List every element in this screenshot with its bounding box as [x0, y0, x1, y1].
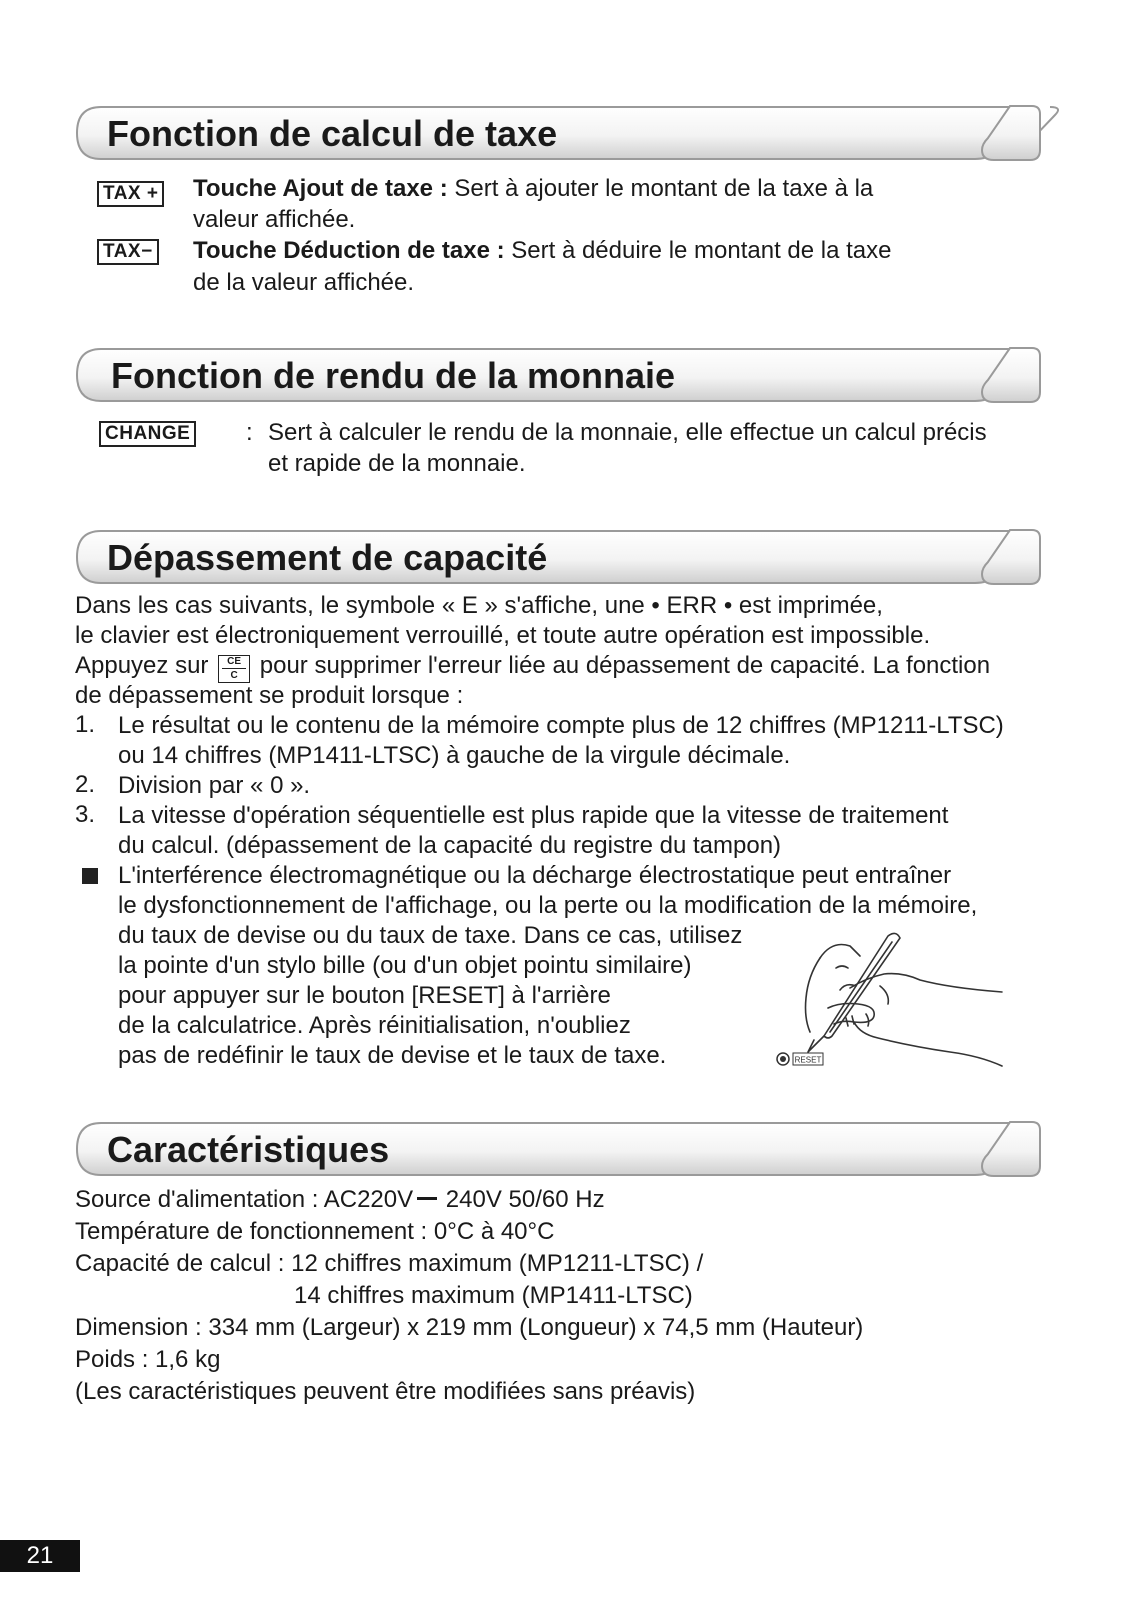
section-header-tax — [75, 105, 1065, 161]
tax-minus-line2: de la valeur affichée. — [193, 269, 415, 296]
note-square-bullet-icon — [82, 868, 98, 884]
change-key: CHANGE — [99, 421, 196, 447]
section-title: Dépassement de capacité — [107, 537, 548, 578]
banner-end-tab — [980, 528, 1042, 586]
tax-plus-key: TAX + — [97, 181, 164, 207]
ac-symbol-icon — [417, 1197, 437, 1200]
overflow-intro-line4: de dépassement se produit lorsque : — [75, 682, 464, 709]
section-header-change — [75, 347, 1065, 403]
tax-plus-line1: Sert à ajouter le montant de la taxe à la — [447, 175, 874, 202]
list-item-number: 3. — [75, 801, 96, 828]
section-title: Fonction de rendu de la monnaie — [111, 355, 676, 396]
spec-power-a: Source d'alimentation : AC220V — [75, 1186, 414, 1213]
section-title: Fonction de calcul de taxe — [107, 113, 558, 154]
section-header-specs — [75, 1121, 1065, 1177]
ce-c-key-icon — [218, 655, 250, 683]
spec-dimension: Dimension : 334 mm (Largeur) x 219 mm (Longueur) x 74,5 mm (Hauteur) — [75, 1314, 864, 1341]
banner-end-tab — [980, 104, 1042, 162]
ce-key-top: CE — [227, 656, 242, 667]
spec-notice: (Les caractéristiques peuvent être modifiées sans préavis) — [75, 1378, 696, 1405]
spec-capacity-line2: 14 chiffres maximum (MP1411-LTSC) — [294, 1282, 693, 1309]
note-line: L'interférence électromagnétique ou la décharge électrostatique peut entraîner — [118, 862, 952, 889]
section-header-overflow — [75, 529, 1065, 585]
note-line: du taux de devise ou du taux de taxe. Dans ce cas, utilisez — [118, 922, 743, 949]
note-line: la pointe d'un stylo bille (ou d'un objet pointu similaire) — [118, 952, 692, 979]
change-line2: et rapide de la monnaie. — [268, 450, 526, 477]
note-line: de la calculatrice. Après réinitialisation, n'oubliez — [118, 1012, 631, 1039]
spec-temperature: Température de fonctionnement : 0°C à 40°C — [75, 1218, 555, 1245]
section-title: Caractéristiques — [107, 1129, 390, 1170]
tax-plus-term: Touche Ajout de taxe : — [193, 175, 448, 202]
overflow-intro-line3 — [75, 651, 990, 683]
reset-label: RESET — [794, 1055, 822, 1065]
list-item-continued: du calcul. (dépassement de la capacité du registre du tampon) — [118, 832, 782, 859]
note-line: pas de redéfinir le taux de devise et le taux de taxe. — [118, 1042, 667, 1069]
overflow-intro-line3a: Appuyez sur — [75, 652, 209, 679]
change-line1: Sert à calculer le rendu de la monnaie, elle effectue un calcul précis — [268, 419, 987, 446]
list-item-number: 2. — [75, 771, 96, 798]
spec-power-b: 240V 50/60 Hz — [439, 1186, 605, 1213]
tax-plus-description — [193, 174, 873, 204]
spec-power — [75, 1185, 605, 1215]
spec-weight: Poids : 1,6 kg — [75, 1346, 221, 1373]
tax-minus-term: Touche Déduction de taxe : — [193, 237, 505, 264]
change-colon: : — [246, 419, 253, 446]
spec-capacity-line1: Capacité de calcul : 12 chiffres maximum (MP1211-LTSC) / — [75, 1250, 704, 1277]
banner-end-tab — [980, 1120, 1042, 1178]
hand-pressing-reset-illustration — [770, 928, 1010, 1073]
tax-minus-key: TAX− — [97, 239, 159, 265]
overflow-intro-line2: le clavier est électroniquement verrouillé, et toute autre opération est impossible. — [75, 622, 931, 649]
list-item-continued: ou 14 chiffres (MP1411-LTSC) à gauche de la virgule décimale. — [118, 742, 791, 769]
tax-minus-description — [193, 236, 892, 266]
list-item: Le résultat ou le contenu de la mémoire compte plus de 12 chiffres (MP1211-LTSC) — [118, 712, 1004, 739]
overflow-intro-line3b: pour supprimer l'erreur liée au dépassement de capacité. La fonction — [259, 652, 991, 679]
overflow-intro-line1: Dans les cas suivants, le symbole « E » s'affiche, une • ERR • est imprimée, — [75, 592, 883, 619]
page-number: 21 — [0, 1540, 80, 1572]
note-line: pour appuyer sur le bouton [RESET] à l'arrière — [118, 982, 611, 1009]
ce-key-bottom: C — [230, 670, 238, 681]
list-item: Division par « 0 ». — [118, 772, 311, 799]
list-item-number: 1. — [75, 711, 96, 738]
banner-end-tab — [980, 346, 1042, 404]
tax-plus-line2: valeur affichée. — [193, 206, 356, 233]
tax-minus-line1: Sert à déduire le montant de la taxe — [504, 237, 892, 264]
note-line: le dysfonctionnement de l'affichage, ou la perte ou la modification de la mémoire, — [118, 892, 978, 919]
list-item: La vitesse d'opération séquentielle est plus rapide que la vitesse de traitement — [118, 802, 949, 829]
